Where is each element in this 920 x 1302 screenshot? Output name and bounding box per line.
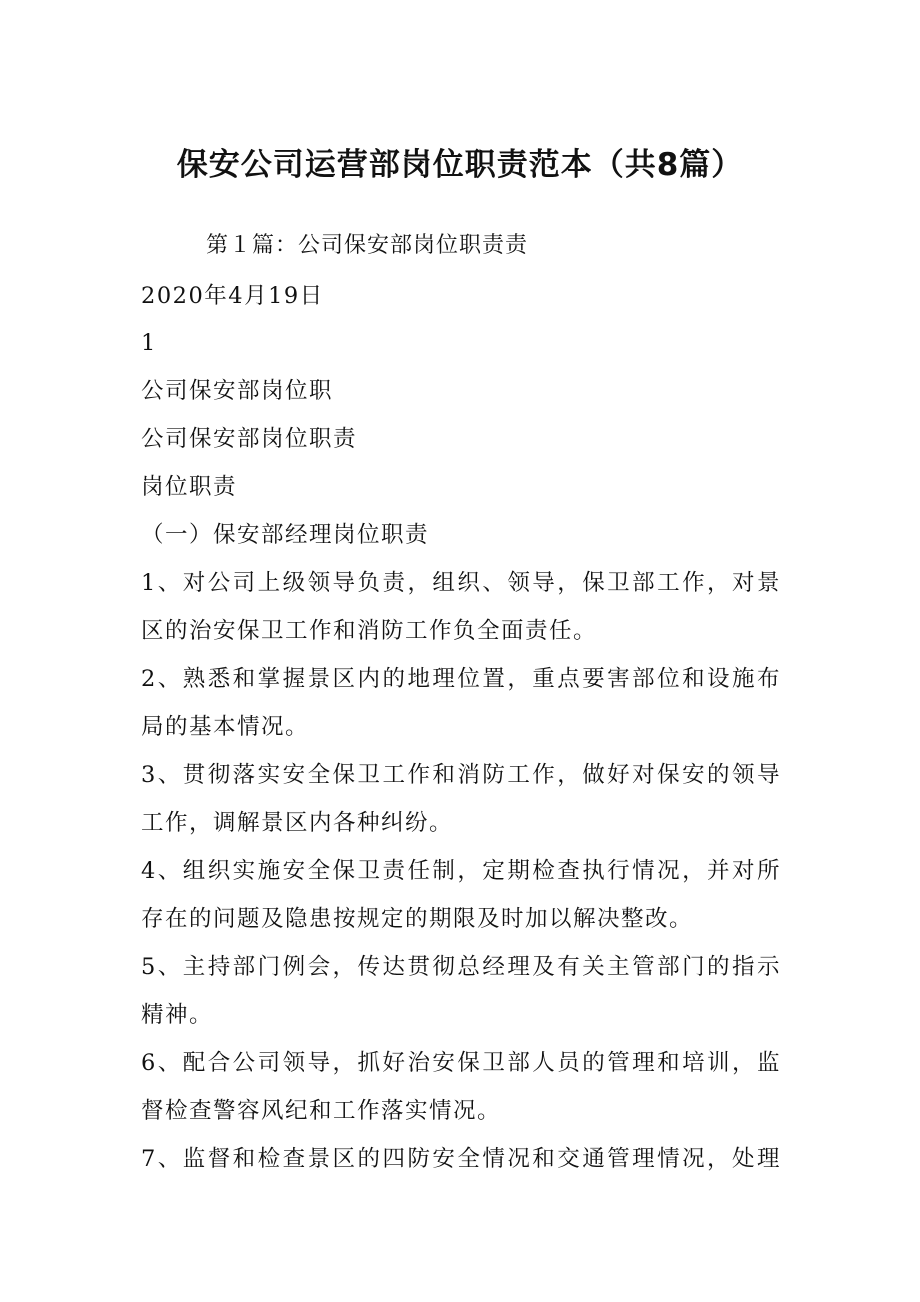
list-item-line: 6、配合公司领导，抓好治安保卫部人员的管理和培训，监 — [141, 1050, 781, 1076]
heading-position-duties: 公司保安部岗位职责 — [141, 426, 358, 452]
list-item-line: 存在的问题及隐患按规定的期限及时加以解决整改。 — [141, 906, 694, 932]
document-title: 保安公司运营部岗位职责范本（共8篇） — [176, 147, 744, 183]
list-item-line: 局的基本情况。 — [141, 714, 310, 740]
list-item-line: 区的治安保卫工作和消防工作负全面责任。 — [141, 618, 598, 644]
list-item-line: 工作，调解景区内各种纠纷。 — [141, 810, 454, 836]
list-item-line: 4、组织实施安全保卫责任制，定期检查执行情况，并对所 — [141, 858, 781, 884]
heading-position: 公司保安部岗位职 — [141, 378, 334, 404]
list-item-line: 2、熟悉和掌握景区内的地理位置，重点要害部位和设施布 — [141, 666, 781, 692]
heading-duties: 岗位职责 — [141, 474, 238, 500]
page-number-text: 1 — [141, 330, 157, 356]
list-item-line: 7、监督和检查景区的四防安全情况和交通管理情况，处理 — [141, 1146, 781, 1172]
list-item-line: 3、贯彻落实安全保卫工作和消防工作，做好对保安的领导 — [141, 762, 781, 788]
section-heading: （一）保安部经理岗位职责 — [141, 522, 430, 548]
document-date: 2020年4月19日 — [141, 283, 324, 309]
list-item-line: 5、主持部门例会，传达贯彻总经理及有关主管部门的指示 — [141, 954, 781, 980]
list-item-line: 1、对公司上级领导负责，组织、领导，保卫部工作，对景 — [141, 570, 781, 596]
chapter-subtitle: 第１篇：公司保安部岗位职责责 — [206, 233, 529, 258]
list-item-line: 督检查警容风纪和工作落实情况。 — [141, 1098, 502, 1124]
list-item-line: 精神。 — [141, 1002, 214, 1028]
